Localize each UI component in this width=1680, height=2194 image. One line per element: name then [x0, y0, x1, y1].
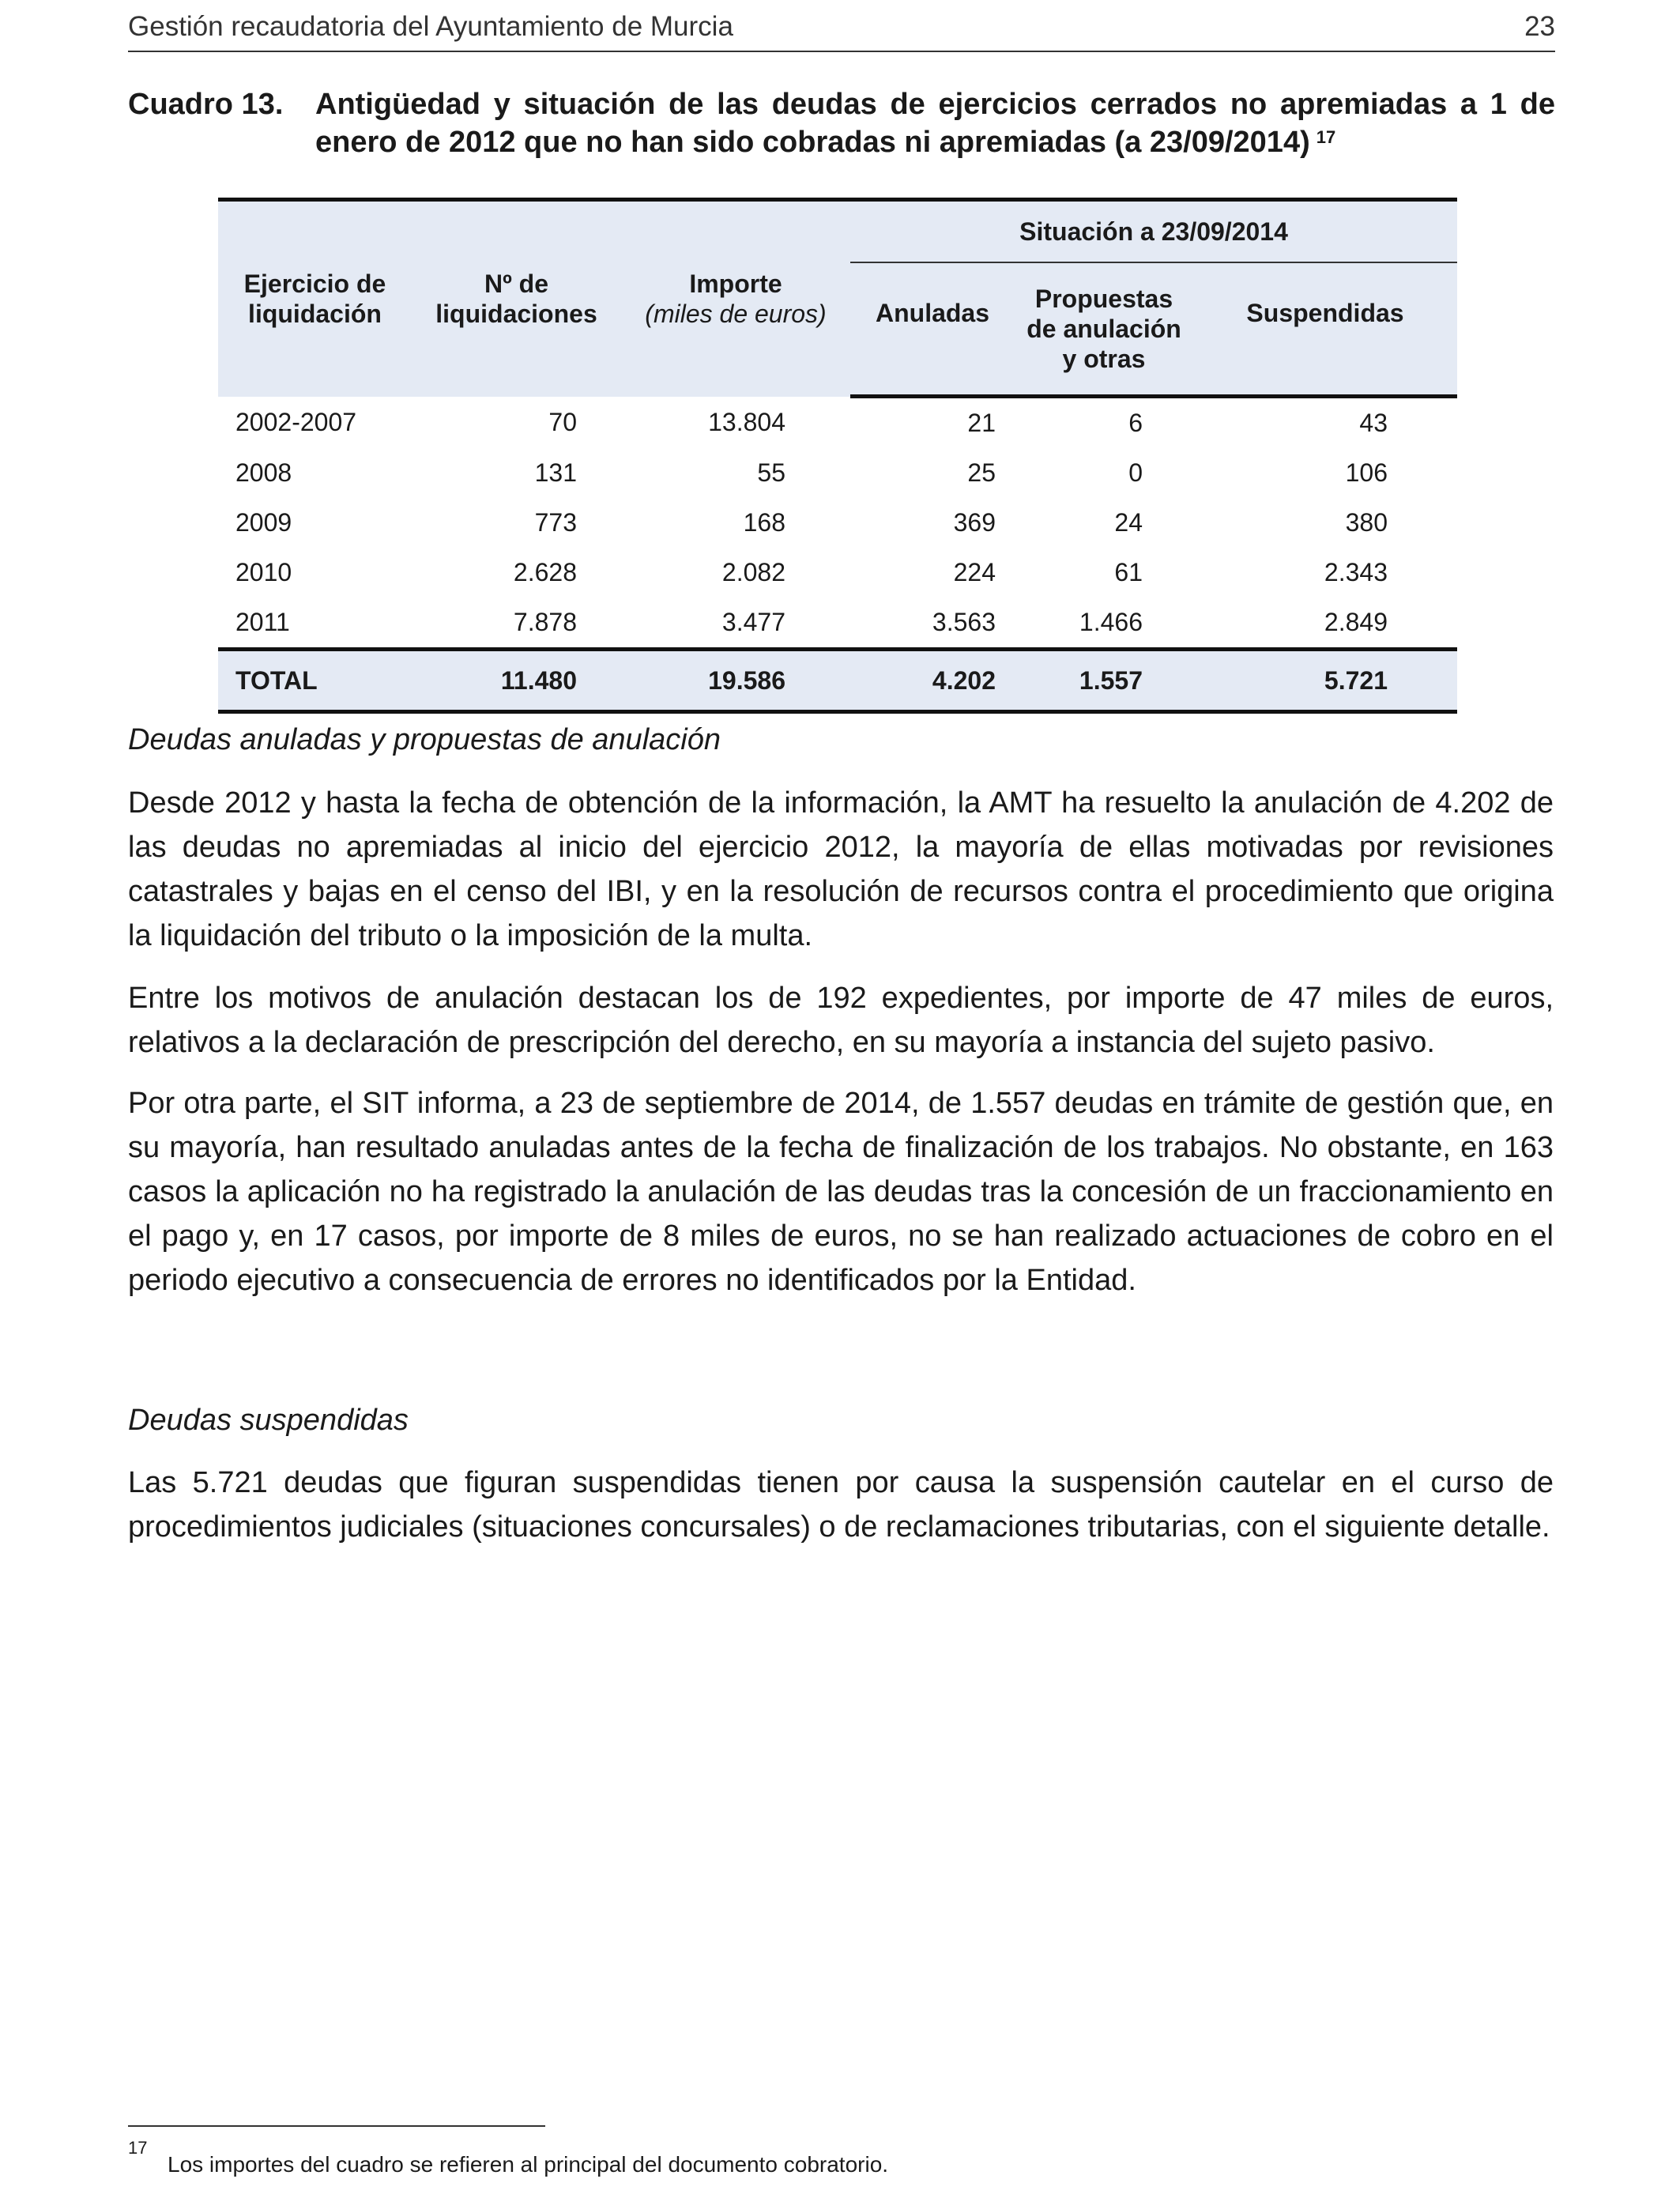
- footnote-ref: 17: [1316, 127, 1336, 147]
- cell-n-liquidaciones: 7.878: [513, 608, 577, 636]
- footnote-text: Los importes del cuadro se refieren al principal del documento cobratorio.: [168, 2152, 889, 2177]
- cell-total-importe: 19.586: [621, 650, 850, 712]
- page-number: 23: [1524, 11, 1555, 42]
- cell-anuladas: 224: [953, 558, 996, 586]
- cell-anuladas: 25: [967, 458, 996, 487]
- table-row: [218, 397, 1457, 449]
- cell-propuestas: 61: [1114, 558, 1143, 586]
- caption-title: Antigüedad y situación de las deudas de ejercicios cerrados no apremiadas a 1 de enero de 2012 que no han sido cobradas ni apremiadas (a 23/09/2014): [315, 88, 1555, 159]
- col-header-ejercicio: Ejercicio de liquidación: [218, 200, 412, 397]
- table-row: [218, 598, 1457, 650]
- cell-importe: 2.082: [721, 558, 785, 586]
- cell-n-liquidaciones: 70: [548, 407, 577, 436]
- cell-suspendidas: 380: [1345, 508, 1388, 537]
- table-row: [218, 498, 1457, 548]
- col-header-suspendidas: Suspendidas: [1193, 262, 1457, 397]
- cell-total-anuladas: 4.202: [850, 650, 1015, 712]
- total-row: [218, 650, 1457, 712]
- cell-n-liquidaciones: 131: [534, 458, 577, 487]
- importe-unit: (miles de euros): [645, 300, 827, 329]
- cell-ejercicio: 2008: [235, 458, 292, 487]
- cell-importe: 13.804: [708, 407, 785, 436]
- caption-label: Cuadro 13.: [128, 88, 284, 121]
- col-header-anuladas: Anuladas: [850, 262, 1015, 397]
- cell-propuestas: 0: [1128, 458, 1143, 487]
- paragraph: Entre los motivos de anulación destacan los de 192 expedientes, por importe de 47 miles de euros, relativos a la declaración de prescripción del derecho, en su mayoría a instancia del sujeto pasivo.: [128, 982, 1554, 1059]
- paragraph: Desde 2012 y hasta la fecha de obtención de la información, la AMT ha resuelto la anulación de 4.202 de las deudas no apremiadas al inicio del ejercicio 2012, la mayoría de ellas motivadas por revisiones catastrales y bajas en el censo del IBI, y en la resolución de recursos contra el procedimiento que origina la liquidación del tributo o la imposición de la multa.: [128, 786, 1554, 952]
- footnote-divider: [128, 2125, 545, 2127]
- cell-n-liquidaciones: 2.628: [513, 558, 577, 586]
- cell-suspendidas: 106: [1345, 458, 1388, 487]
- cell-propuestas: 6: [1128, 409, 1143, 437]
- cell-importe: 3.477: [721, 608, 785, 636]
- cell-total-suspendidas: 5.721: [1193, 650, 1457, 712]
- cell-suspendidas: 2.343: [1324, 558, 1388, 586]
- paragraph: Por otra parte, el SIT informa, a 23 de septiembre de 2014, de 1.557 deudas en trámite de gestión que, en su mayoría, han resultado anuladas antes de la fecha de finalización de los trabajos. No obstante, en 163 casos la aplicación no ha registrado la anulación de las deudas tras la concesión de un fraccionamiento en el pago y, en 17 casos, por importe de 8 miles de euros, no se han realizado actuaciones de cobro en el periodo ejecutivo a consecuencia de errores no identificados por la Entidad.: [128, 1087, 1554, 1297]
- cell-suspendidas: 2.849: [1324, 608, 1388, 636]
- caption-text: [315, 85, 1555, 161]
- col-header-situacion: Situación a 23/09/2014: [850, 200, 1457, 263]
- importe-label: Importe: [689, 270, 782, 299]
- cell-ejercicio: 2010: [235, 558, 292, 586]
- cell-importe: 55: [757, 458, 785, 487]
- debts-table: [218, 198, 1457, 714]
- cell-anuladas: 21: [967, 409, 996, 437]
- cell-anuladas: 369: [953, 508, 996, 537]
- col-header-n-liquidaciones: Nº de liquidaciones: [412, 200, 621, 397]
- paragraph: Las 5.721 deudas que figuran suspendidas tienen por causa la suspensión cautelar en el curso de procedimientos judiciales (situaciones concursales) o de reclamaciones tributarias, con el siguiente detalle.: [128, 1466, 1554, 1544]
- page-header: [128, 6, 1555, 52]
- col-header-propuestas: Propuestas de anulación y otras: [1015, 262, 1193, 397]
- section-heading-anuladas: Deudas anuladas y propuestas de anulación: [128, 723, 721, 756]
- cell-n-liquidaciones: 773: [534, 508, 577, 537]
- cell-anuladas: 3.563: [932, 608, 996, 636]
- cell-ejercicio: 2002-2007: [235, 407, 357, 436]
- cell-total-propuestas: 1.557: [1015, 650, 1193, 712]
- cell-total-label: TOTAL: [218, 650, 412, 712]
- header-title: Gestión recaudatoria del Ayuntamiento de Murcia: [128, 11, 733, 42]
- section-heading-suspendidas: Deudas suspendidas: [128, 1404, 409, 1437]
- cell-propuestas: 1.466: [1079, 608, 1143, 636]
- table-row: [218, 548, 1457, 598]
- cell-ejercicio: 2011: [235, 608, 290, 636]
- cell-suspendidas: 43: [1359, 409, 1388, 437]
- cell-importe: 168: [743, 508, 785, 537]
- cell-propuestas: 24: [1114, 508, 1143, 537]
- footnote-number: 17: [128, 2138, 148, 2158]
- table-row: [218, 448, 1457, 498]
- cell-total-n-liquidaciones: 11.480: [412, 650, 621, 712]
- col-header-importe: [621, 200, 850, 397]
- cell-ejercicio: 2009: [235, 508, 292, 537]
